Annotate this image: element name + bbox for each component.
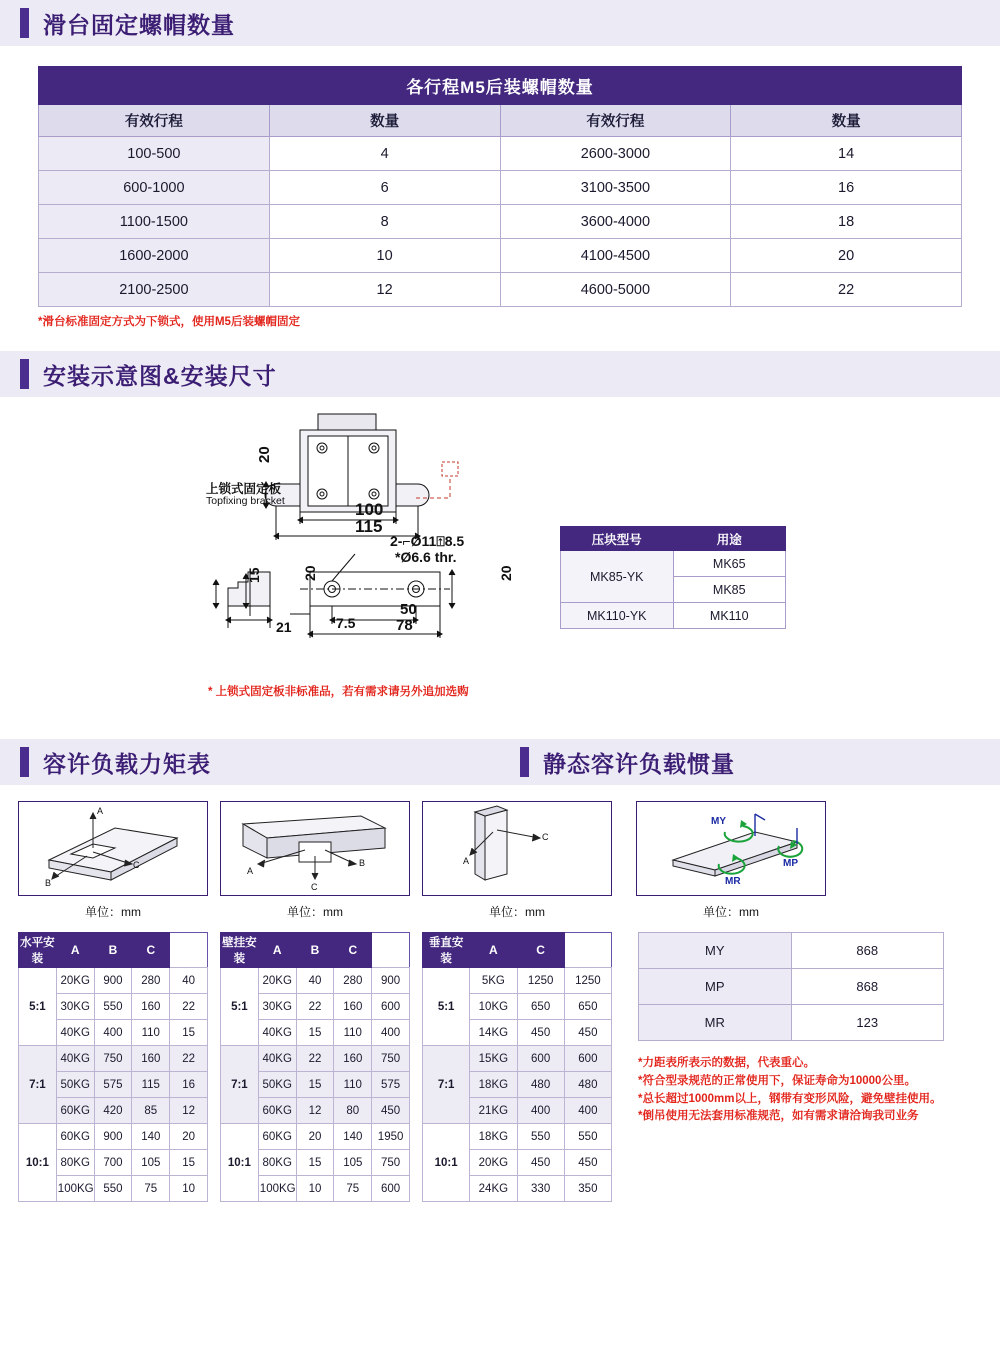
svg-text:C: C — [133, 860, 140, 870]
press-block-table — [560, 526, 786, 629]
cell-load: 30KG — [258, 994, 296, 1020]
table-row — [423, 968, 612, 994]
table-header-row — [423, 933, 612, 968]
col-header-b: B — [94, 933, 132, 968]
col-header-a: A — [470, 933, 517, 968]
cell-load: 14KG — [470, 1020, 517, 1046]
nut-table-wrap — [0, 66, 1000, 307]
load-illustrations — [0, 801, 1000, 920]
dim-115: 115 — [355, 517, 383, 536]
svg-text:MY: MY — [711, 816, 726, 827]
cell-value: 105 — [334, 1150, 372, 1176]
cell-value: 140 — [334, 1124, 372, 1150]
hole-spec-1: 2-⌐Ø11⍐8.5 — [390, 533, 465, 549]
cell-value: 350 — [564, 1176, 611, 1202]
dim-20-right: 20 — [498, 565, 514, 581]
cell-value: 650 — [564, 994, 611, 1020]
heading-accent-bar — [520, 747, 529, 777]
col-header-stroke-2: 有效行程 — [500, 105, 731, 137]
cell-value: 280 — [132, 968, 170, 994]
cell-load: 15KG — [470, 1046, 517, 1072]
table-row — [221, 1046, 410, 1072]
table-row — [19, 1124, 208, 1150]
cell-value: 550 — [564, 1124, 611, 1150]
cell-qty-1: 12 — [269, 273, 500, 307]
cell-inertia-value: 123 — [791, 1005, 944, 1041]
cell-stroke-1: 600-1000 — [39, 171, 270, 205]
install-title: 安装示意图&安装尺寸 — [43, 362, 277, 389]
illustration-vertical — [422, 801, 612, 920]
cell-press-model: MK110-YK — [561, 603, 674, 629]
cell-load: 100KG — [56, 1176, 94, 1202]
col-header-press-model: 压块型号 — [561, 527, 674, 551]
cell-value: 110 — [132, 1020, 170, 1046]
cell-qty-1: 6 — [269, 171, 500, 205]
section-header-load-moment — [0, 739, 500, 785]
table-row — [221, 1124, 410, 1150]
cell-value: 115 — [132, 1072, 170, 1098]
load-table-wall — [220, 932, 410, 1202]
cell-value: 420 — [94, 1098, 132, 1124]
illustration-wall — [220, 801, 410, 920]
cell-value: 280 — [334, 968, 372, 994]
cell-value: 40 — [296, 968, 334, 994]
topfixing-label-cn: 上锁式固定板 — [206, 482, 282, 496]
cell-load: 50KG — [258, 1072, 296, 1098]
section-header-install — [0, 351, 1000, 397]
col-header-c: C — [517, 933, 564, 968]
table-row — [639, 1005, 944, 1041]
illustration-horizontal — [18, 801, 208, 920]
table-row — [39, 273, 962, 307]
col-header-c: C — [334, 933, 372, 968]
cell-value: 22 — [170, 994, 208, 1020]
cell-load: 80KG — [258, 1150, 296, 1176]
cell-value: 550 — [94, 994, 132, 1020]
illustration-frame — [220, 801, 410, 896]
cell-value: 900 — [94, 968, 132, 994]
cell-press-use: MK65 — [673, 551, 786, 577]
cell-load: 24KG — [470, 1176, 517, 1202]
cell-value: 140 — [132, 1124, 170, 1150]
cell-value: 12 — [170, 1098, 208, 1124]
cell-value: 450 — [372, 1098, 410, 1124]
cell-press-use: MK110 — [673, 603, 786, 629]
dim-50: 50 — [400, 601, 417, 618]
table-row — [561, 603, 786, 629]
wall-mount-icon — [221, 802, 409, 895]
heading-accent-bar — [20, 747, 29, 777]
svg-text:A: A — [97, 806, 104, 816]
svg-text:B: B — [45, 878, 52, 888]
dim-100: 100 — [355, 500, 384, 519]
svg-text:C: C — [311, 882, 318, 892]
col-header-stroke-1: 有效行程 — [39, 105, 270, 137]
topfixing-label-en: Topfixing bracket — [206, 495, 285, 507]
cell-value: 160 — [132, 1046, 170, 1072]
cell-value: 110 — [334, 1020, 372, 1046]
cell-value: 15 — [296, 1072, 334, 1098]
nut-table-note: *滑台标准固定方式为下锁式，使用M5后装螺帽固定 — [38, 316, 300, 328]
table-row — [639, 933, 944, 969]
unit-caption: 单位：mm — [703, 905, 759, 919]
table-header-row — [221, 933, 410, 968]
cell-load: 60KG — [258, 1098, 296, 1124]
cell-stroke-1: 1600-2000 — [39, 239, 270, 273]
inertia-title: 静态容许负载惯量 — [543, 750, 735, 777]
cell-load: 18KG — [470, 1072, 517, 1098]
cell-stroke-1: 1100-1500 — [39, 205, 270, 239]
cell-load: 100KG — [258, 1176, 296, 1202]
dim-15: 15 — [246, 567, 262, 583]
cell-value: 600 — [517, 1046, 564, 1072]
cell-value: 575 — [94, 1072, 132, 1098]
cell-load: 50KG — [56, 1072, 94, 1098]
cell-qty-2: 16 — [731, 171, 962, 205]
inertia-section — [638, 932, 958, 1202]
table-header-row — [561, 527, 786, 551]
cell-stroke-1: 2100-2500 — [39, 273, 270, 307]
note-line: *倒吊使用无法套用标准规范，如有需求请洽询我司业务 — [638, 1110, 919, 1123]
cell-ratio: 5:1 — [19, 968, 57, 1046]
cell-value: 400 — [94, 1020, 132, 1046]
cell-value: 75 — [334, 1176, 372, 1202]
cell-qty-1: 4 — [269, 137, 500, 171]
cell-stroke-2: 3600-4000 — [500, 205, 731, 239]
cell-value: 700 — [94, 1150, 132, 1176]
cell-qty-1: 8 — [269, 205, 500, 239]
inertia-moment-icon — [637, 802, 825, 895]
cell-load: 20KG — [258, 968, 296, 994]
dim-20-top: 20 — [256, 446, 273, 463]
cell-value: 40 — [170, 968, 208, 994]
cell-press-use: MK85 — [673, 577, 786, 603]
cell-value: 550 — [517, 1124, 564, 1150]
cell-qty-2: 20 — [731, 239, 962, 273]
unit-caption: 单位：mm — [489, 905, 545, 919]
cell-value: 400 — [517, 1098, 564, 1124]
cell-value: 750 — [372, 1046, 410, 1072]
table-row — [423, 1124, 612, 1150]
cell-value: 600 — [564, 1046, 611, 1072]
cell-load: 40KG — [258, 1020, 296, 1046]
cell-ratio: 5:1 — [221, 968, 259, 1046]
cell-stroke-2: 4600-5000 — [500, 273, 731, 307]
table-row — [39, 239, 962, 273]
inertia-table — [638, 932, 944, 1041]
cell-value: 85 — [132, 1098, 170, 1124]
page-title: 滑台固定螺帽数量 — [43, 11, 235, 38]
cell-inertia-label: MR — [639, 1005, 792, 1041]
cell-press-model: MK85-YK — [561, 551, 674, 603]
cell-value: 20 — [170, 1124, 208, 1150]
svg-text:B: B — [359, 858, 366, 868]
cell-value: 12 — [296, 1098, 334, 1124]
cell-load: 40KG — [56, 1046, 94, 1072]
table-row — [39, 205, 962, 239]
cell-load: 60KG — [258, 1124, 296, 1150]
cell-load: 20KG — [470, 1150, 517, 1176]
table-row — [39, 171, 962, 205]
diagram-note: * 上锁式固定板非标准品，若有需求请另外追加选购 — [208, 686, 469, 698]
dim-21: 21 — [276, 619, 292, 635]
cell-value: 22 — [170, 1046, 208, 1072]
cell-ratio: 7:1 — [423, 1046, 470, 1124]
dim-78: 78 — [396, 617, 413, 634]
cell-load: 5KG — [470, 968, 517, 994]
nut-table-banner: 各行程M5后装螺帽数量 — [39, 67, 962, 105]
cell-value: 600 — [372, 994, 410, 1020]
section-header-inertia — [500, 739, 1000, 785]
illustration-frame — [422, 801, 612, 896]
dim-20-mid: 20 — [302, 565, 318, 581]
cell-value: 160 — [334, 1046, 372, 1072]
table-row — [39, 137, 962, 171]
cell-value: 330 — [517, 1176, 564, 1202]
cell-value: 400 — [564, 1098, 611, 1124]
cell-value: 15 — [296, 1150, 334, 1176]
inertia-notes — [638, 1055, 958, 1126]
cell-load: 60KG — [56, 1124, 94, 1150]
cell-value: 16 — [170, 1072, 208, 1098]
nut-quantity-table — [38, 66, 962, 307]
col-header-mount: 垂直安装 — [423, 933, 470, 968]
cell-qty-1: 10 — [269, 239, 500, 273]
cell-value: 15 — [296, 1020, 334, 1046]
table-header-row — [19, 933, 208, 968]
cell-load: 60KG — [56, 1098, 94, 1124]
cell-value: 900 — [94, 1124, 132, 1150]
heading-accent-bar — [20, 8, 29, 38]
cell-value: 450 — [564, 1020, 611, 1046]
cell-value: 10 — [296, 1176, 334, 1202]
table-row — [19, 1046, 208, 1072]
unit-caption: 单位：mm — [85, 905, 141, 919]
cell-value: 1950 — [372, 1124, 410, 1150]
col-header-a: A — [258, 933, 296, 968]
col-header-c: C — [132, 933, 170, 968]
col-header-qty-1: 数量 — [269, 105, 500, 137]
note-line: *总长超过1000mm以上，钢带有变形风险，避免壁挂使用。 — [638, 1092, 942, 1105]
cell-value: 10 — [170, 1176, 208, 1202]
cell-value: 400 — [372, 1020, 410, 1046]
col-header-press-use: 用途 — [673, 527, 786, 551]
cell-value: 575 — [372, 1072, 410, 1098]
cell-inertia-label: MP — [639, 969, 792, 1005]
install-diagram-area — [0, 401, 1000, 731]
svg-text:A: A — [463, 856, 470, 866]
cell-value: 650 — [517, 994, 564, 1020]
cell-value: 80 — [334, 1098, 372, 1124]
cell-value: 480 — [517, 1072, 564, 1098]
cell-inertia-label: MY — [639, 933, 792, 969]
cell-value: 1250 — [564, 968, 611, 994]
cell-ratio: 5:1 — [423, 968, 470, 1046]
table-row — [19, 968, 208, 994]
cell-inertia-value: 868 — [791, 933, 944, 969]
table-header-row — [39, 105, 962, 137]
cell-value: 15 — [170, 1150, 208, 1176]
cell-inertia-value: 868 — [791, 969, 944, 1005]
svg-text:C: C — [542, 832, 549, 842]
cell-stroke-2: 3100-3500 — [500, 171, 731, 205]
cell-value: 750 — [94, 1046, 132, 1072]
heading-accent-bar — [20, 359, 29, 389]
dual-section-headers — [0, 739, 1000, 785]
slide-table-drawing — [150, 406, 550, 676]
load-title: 容许负载力矩表 — [43, 750, 211, 777]
cell-value: 550 — [94, 1176, 132, 1202]
illustration-frame — [18, 801, 208, 896]
col-header-b: B — [296, 933, 334, 968]
cell-value: 1250 — [517, 968, 564, 994]
cell-load: 40KG — [258, 1046, 296, 1072]
col-header-mount: 壁挂安装 — [221, 933, 259, 968]
table-banner-row — [39, 67, 962, 105]
table-row — [561, 551, 786, 577]
cell-value: 900 — [372, 968, 410, 994]
cell-qty-2: 14 — [731, 137, 962, 171]
cell-load: 80KG — [56, 1150, 94, 1176]
load-table-vertical — [422, 932, 612, 1202]
dim-7-5: 7.5 — [336, 615, 356, 631]
svg-text:A: A — [247, 866, 254, 876]
cell-load: 40KG — [56, 1020, 94, 1046]
load-table-horizontal — [18, 932, 208, 1202]
cell-value: 450 — [517, 1150, 564, 1176]
illustration-inertia — [636, 801, 826, 920]
cell-value: 750 — [372, 1150, 410, 1176]
cell-qty-2: 22 — [731, 273, 962, 307]
cell-stroke-1: 100-500 — [39, 137, 270, 171]
unit-caption: 单位：mm — [287, 905, 343, 919]
cell-value: 15 — [170, 1020, 208, 1046]
cell-load: 18KG — [470, 1124, 517, 1150]
table-row — [423, 1046, 612, 1072]
cell-stroke-2: 2600-3000 — [500, 137, 731, 171]
cell-ratio: 7:1 — [19, 1046, 57, 1124]
cell-load: 20KG — [56, 968, 94, 994]
svg-text:MP: MP — [783, 858, 798, 869]
cell-ratio: 7:1 — [221, 1046, 259, 1124]
cell-value: 160 — [334, 994, 372, 1020]
cell-ratio: 10:1 — [19, 1124, 57, 1202]
cell-ratio: 10:1 — [221, 1124, 259, 1202]
cell-value: 450 — [564, 1150, 611, 1176]
section-header-nut-quantity — [0, 0, 1000, 46]
cell-qty-2: 18 — [731, 205, 962, 239]
cell-stroke-2: 4100-4500 — [500, 239, 731, 273]
cell-value: 450 — [517, 1020, 564, 1046]
table-row — [639, 969, 944, 1005]
bottom-tables-row — [0, 932, 1000, 1202]
horizontal-mount-icon — [19, 802, 207, 895]
cell-ratio: 10:1 — [423, 1124, 470, 1202]
cell-value: 600 — [372, 1176, 410, 1202]
table-row — [221, 968, 410, 994]
hole-spec-2: *Ø6.6 thr. — [395, 549, 457, 565]
svg-text:MR: MR — [725, 876, 741, 887]
vertical-mount-icon — [423, 802, 611, 895]
note-line: *力距表所表示的数据，代表重心。 — [638, 1057, 815, 1069]
cell-value: 22 — [296, 1046, 334, 1072]
cell-value: 105 — [132, 1150, 170, 1176]
cell-value: 75 — [132, 1176, 170, 1202]
cell-value: 22 — [296, 994, 334, 1020]
col-header-mount: 水平安装 — [19, 933, 57, 968]
cell-value: 160 — [132, 994, 170, 1020]
cell-load: 21KG — [470, 1098, 517, 1124]
note-line: *符合型录规范的正常使用下，保证寿命为10000公里。 — [638, 1074, 916, 1087]
cell-load: 30KG — [56, 994, 94, 1020]
illustration-frame — [636, 801, 826, 896]
cell-load: 10KG — [470, 994, 517, 1020]
cell-value: 110 — [334, 1072, 372, 1098]
cell-value: 480 — [564, 1072, 611, 1098]
col-header-a: A — [56, 933, 94, 968]
cell-value: 20 — [296, 1124, 334, 1150]
col-header-qty-2: 数量 — [731, 105, 962, 137]
